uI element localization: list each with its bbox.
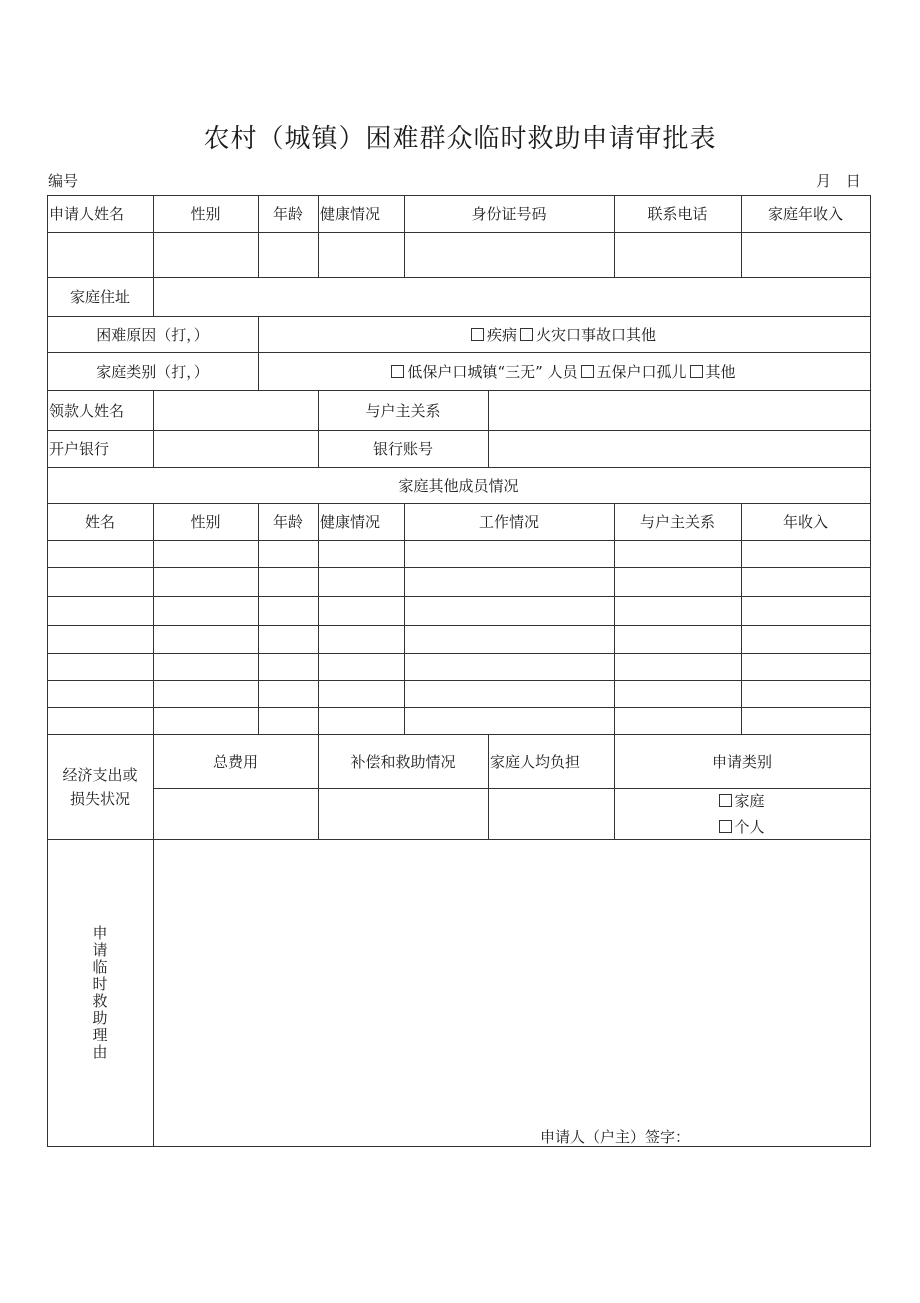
table-row[interactable]	[47, 707, 870, 734]
bank-label: 开户银行	[49, 440, 110, 458]
payee-relation-field[interactable]	[488, 390, 870, 430]
difficulty-option-fire[interactable]: 火灾口事故口其他	[520, 324, 657, 345]
member-income-header: 年收入	[782, 513, 828, 531]
address-field[interactable]	[153, 277, 870, 316]
reason-field[interactable]	[153, 839, 870, 1146]
checkbox-icon	[391, 365, 404, 378]
table-row[interactable]	[47, 567, 870, 596]
application-category-header: 申请类别	[711, 752, 772, 771]
category-option-individual[interactable]: 个人	[719, 814, 764, 840]
form-title: 农村（城镇）困难群众临时救助申请审批表	[203, 124, 717, 154]
applicant-age-header: 年龄	[272, 205, 303, 223]
application-form-table	[47, 195, 871, 1147]
applicant-gender-field[interactable]	[153, 232, 258, 277]
applicant-gender-header: 性别	[190, 205, 221, 223]
checkbox-icon	[690, 365, 703, 378]
applicant-phone-header: 联系电话	[647, 205, 708, 223]
applicant-income-header: 家庭年收入	[767, 205, 843, 223]
expense-label-line1: 经济支出或	[62, 765, 138, 784]
applicant-id-field[interactable]	[404, 232, 614, 277]
per-capita-burden-field[interactable]	[488, 788, 614, 839]
reason-label-char: 时	[92, 974, 108, 993]
bank-account-label: 银行账号	[372, 440, 433, 458]
applicant-income-field[interactable]	[741, 232, 870, 277]
total-cost-header: 总费用	[212, 752, 258, 771]
checkbox-icon	[471, 328, 484, 341]
total-cost-field[interactable]	[153, 788, 318, 839]
member-relation-header: 与户主关系	[639, 513, 715, 531]
applicant-name-field[interactable]	[47, 232, 153, 277]
reason-label-char: 助	[92, 1008, 108, 1027]
family-type-option-wubao[interactable]: 五保户口孤儿	[581, 361, 688, 382]
applicant-signature-label: 申请人（户主）签字：	[540, 1128, 691, 1146]
reason-label-char: 临	[92, 957, 108, 976]
checkbox-icon	[520, 328, 533, 341]
difficulty-option-illness[interactable]: 疾病	[471, 324, 518, 345]
checkbox-icon	[581, 365, 594, 378]
member-work-header: 工作情况	[478, 513, 539, 531]
per-capita-burden-header: 家庭人均负担	[490, 752, 581, 771]
reason-label-char: 救	[92, 991, 108, 1010]
applicant-phone-field[interactable]	[614, 232, 741, 277]
address-label: 家庭住址	[69, 288, 130, 306]
applicant-health-field[interactable]	[318, 232, 404, 277]
reason-label-char: 理	[92, 1025, 108, 1044]
checkbox-icon	[719, 820, 732, 833]
checkbox-icon	[719, 794, 732, 807]
applicant-age-field[interactable]	[258, 232, 318, 277]
family-type-label: 家庭类别（打，）	[96, 362, 209, 381]
reason-label	[47, 839, 153, 1146]
family-type-options	[258, 352, 870, 390]
applicant-name-header: 申请人姓名	[49, 205, 125, 223]
applicant-health-header: 健康情况	[320, 205, 381, 223]
compensation-field[interactable]	[318, 788, 488, 839]
member-gender-header: 性别	[190, 513, 221, 531]
member-health-header: 健康情况	[320, 513, 381, 531]
member-age-header: 年龄	[272, 513, 303, 531]
reason-label-char: 由	[92, 1042, 108, 1061]
category-option-family[interactable]: 家庭	[719, 788, 764, 814]
compensation-header: 补偿和救助情况	[350, 752, 456, 771]
difficulty-label: 困难原因（打，）	[96, 325, 209, 344]
payee-relation-label: 与户主关系	[365, 401, 441, 420]
table-row[interactable]	[47, 680, 870, 707]
family-type-option-other[interactable]: 其他	[690, 361, 737, 382]
date-label: 月 日	[816, 172, 861, 190]
bank-field[interactable]	[153, 430, 318, 467]
family-type-option-dibao[interactable]: 低保户口城镇“三无” 人员	[391, 361, 578, 382]
difficulty-options	[258, 316, 870, 352]
table-row[interactable]	[47, 540, 870, 567]
member-name-header: 姓名	[84, 513, 115, 531]
bank-account-field[interactable]	[488, 430, 870, 467]
table-row[interactable]	[47, 625, 870, 653]
members-section-title: 家庭其他成员情况	[398, 476, 519, 495]
payee-name-field[interactable]	[153, 390, 318, 430]
expense-label	[47, 734, 153, 839]
table-row[interactable]	[47, 653, 870, 680]
expense-label-line2: 损失状况	[69, 789, 130, 808]
applicant-id-header: 身份证号码	[471, 205, 547, 223]
application-category-options	[614, 788, 870, 839]
payee-name-label: 领款人姓名	[49, 401, 125, 420]
reason-label-char: 申	[92, 923, 108, 942]
reason-label-char: 请	[92, 940, 108, 959]
table-row[interactable]	[47, 596, 870, 625]
number-label: 编号	[48, 172, 79, 190]
